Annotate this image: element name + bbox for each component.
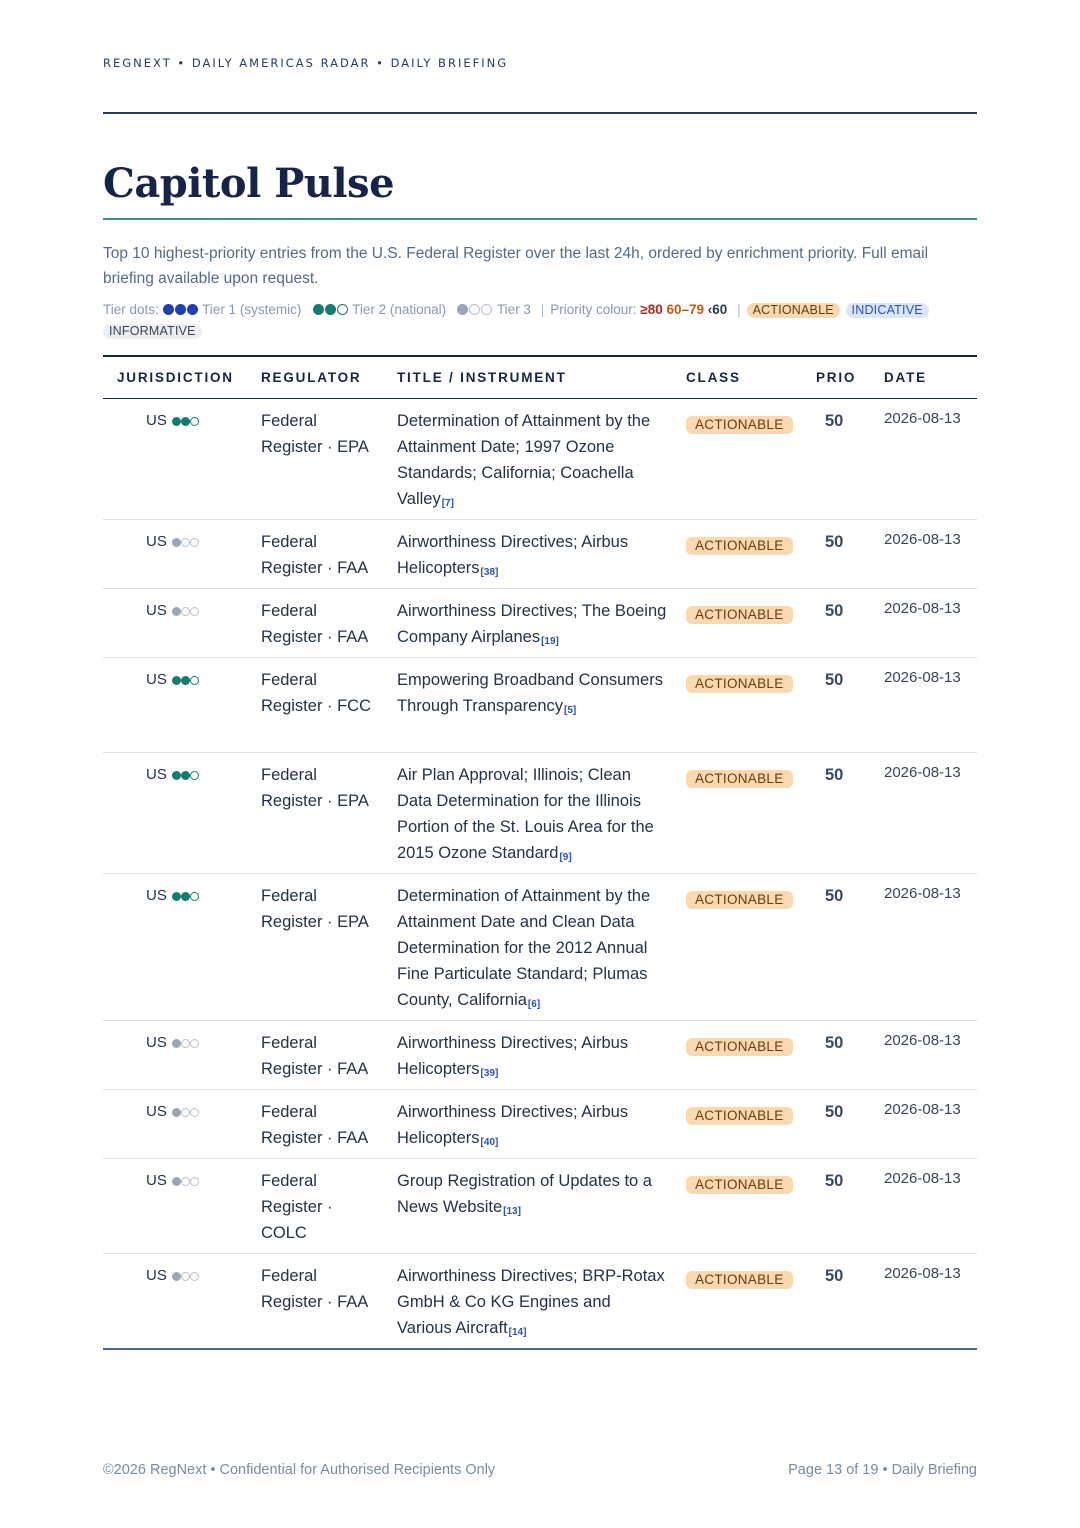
reference-link[interactable]: [6] [527,999,541,1010]
regulator-cell: Federal Register · EPA [261,887,369,931]
legend [103,299,977,341]
tier-dots-icon [172,598,199,624]
instrument-title: Airworthiness Directives; Airbus Helicopters [397,1103,629,1147]
priority-value: 50 [825,671,844,689]
date-cell: 2026-08-13 [884,1170,961,1187]
legend-prefix: Tier dots: [103,302,159,317]
title-cell [397,762,667,871]
title-cell [397,408,667,517]
instrument-title: Air Plan Approval; Illinois; Clean Data Determination for the Illinois Portion of the St. Louis Area for the 2015 Ozone Standard [397,766,654,862]
legend-priority-mid: 60–79 [666,302,705,317]
regulator-cell: Federal Register · FAA [261,1103,369,1147]
footer-copyright: ©2026 RegNext • Confidential for Authorised Recipients Only [103,1462,496,1478]
regulator-cell: Federal Register · FAA [261,533,369,577]
class-cell [686,1171,793,1197]
jurisdiction-cell [146,598,246,624]
reference-link[interactable]: [38] [480,567,499,578]
legend-priority-low: ‹60 [707,302,728,317]
class-cell [686,532,793,558]
reference-link[interactable]: [7] [441,498,454,509]
priority-value: 50 [825,1103,844,1121]
footer-page-info: Page 13 of 19 • Daily Briefing [788,1462,977,1478]
date-cell: 2026-08-13 [884,600,961,617]
date-cell: 2026-08-13 [884,1265,961,1282]
title-cell [397,1263,667,1346]
class-badge: ACTIONABLE [686,675,793,693]
class-cell [686,601,793,627]
instrument-title: Determination of Attainment by the Attainment Date; 1997 Ozone Standards; California; Coachella Valley [397,412,651,508]
title-cell [397,598,667,655]
legend-priority-high: ≥80 [640,302,663,317]
table-row[interactable] [103,589,977,658]
instrument-title: Airworthiness Directives; Airbus Helicopters [397,1034,629,1078]
class-cell [686,670,793,696]
table-row[interactable] [103,658,977,753]
jurisdiction-cell [146,1030,246,1056]
priority-value: 50 [825,766,844,784]
legend-chip-actionable: ACTIONABLE [747,303,840,318]
header-divider [103,112,977,114]
jurisdiction-code: US [146,1267,167,1284]
instrument-title: Determination of Attainment by the Attainment Date and Clean Data Determination for the 2012 Annual Fine Particulate Standard; Plumas County, California [397,887,651,1009]
jurisdiction-code: US [146,533,167,550]
date-cell: 2026-08-13 [884,885,961,902]
table-body [103,399,977,1350]
title-cell [397,667,667,724]
jurisdiction-code: US [146,766,167,783]
jurisdiction-code: US [146,1172,167,1189]
class-badge: ACTIONABLE [686,891,793,909]
priority-value: 50 [825,412,844,430]
jurisdiction-cell [146,1099,246,1125]
legend-separator: | [737,302,741,317]
instrument-title: Group Registration of Updates to a News Website [397,1172,652,1216]
legend-priority-label: Priority colour: [550,302,637,317]
tier-dots-icon [172,667,199,693]
tier-dots-icon [172,762,199,788]
regulator-cell: Federal Register · COLC [261,1172,333,1242]
reference-link[interactable]: [14] [508,1327,527,1338]
tier3-dots-icon [457,302,493,317]
title-divider [103,218,977,220]
class-badge: ACTIONABLE [686,1107,793,1125]
priority-value: 50 [825,1034,844,1052]
class-cell [686,765,793,791]
tier-dots-icon [172,1168,199,1194]
date-cell: 2026-08-13 [884,531,961,548]
date-cell: 2026-08-13 [884,669,961,686]
jurisdiction-cell [146,883,246,909]
jurisdiction-cell [146,762,246,788]
reference-link[interactable]: [5] [564,705,577,716]
class-badge: ACTIONABLE [686,1038,793,1056]
regulator-cell: Federal Register · FCC [261,671,372,715]
table-row[interactable] [103,874,977,1021]
class-badge: ACTIONABLE [686,1176,793,1194]
title-cell [397,883,667,1018]
jurisdiction-code: US [146,671,167,688]
title-cell [397,529,667,586]
class-badge: ACTIONABLE [686,606,793,624]
class-cell [686,411,793,437]
jurisdiction-code: US [146,602,167,619]
instrument-title: Airworthiness Directives; The Boeing Company Airplanes [397,602,667,646]
col-date: DATE [884,370,927,385]
class-cell [686,1033,793,1059]
class-badge: ACTIONABLE [686,770,793,788]
jurisdiction-cell [146,1168,246,1194]
date-cell: 2026-08-13 [884,410,961,427]
priority-value: 50 [825,533,844,551]
col-jurisdiction: JURISDICTION [117,370,234,385]
breadcrumb: REGNEXT • DAILY AMERICAS RADAR • DAILY BRIEFING [103,56,509,70]
page-title: Capitol Pulse [103,160,395,207]
legend-chip-indicative: INDICATIVE [846,303,929,318]
date-cell: 2026-08-13 [884,764,961,781]
date-cell: 2026-08-13 [884,1101,961,1118]
reference-link[interactable]: [40] [480,1137,499,1148]
tier-dots-icon [172,408,199,434]
regulator-cell: Federal Register · EPA [261,766,369,810]
reference-link[interactable]: [39] [480,1068,499,1079]
legend-tier1: Tier 1 (systemic) [202,302,302,317]
priority-value: 50 [825,887,844,905]
reference-link[interactable]: [13] [503,1206,521,1217]
instrument-title: Airworthiness Directives; BRP-Rotax GmbH & Co KG Engines and Various Aircraft [397,1267,665,1337]
class-cell [686,886,793,912]
title-cell [397,1168,667,1225]
table-row[interactable] [103,399,977,520]
table-row[interactable] [103,1254,977,1350]
reference-link[interactable]: [9] [559,852,572,863]
col-prio: PRIO [816,370,857,385]
tier-dots-icon [172,883,199,909]
date-cell: 2026-08-13 [884,1032,961,1049]
jurisdiction-cell [146,408,246,434]
priority-value: 50 [825,1267,844,1285]
regulator-cell: Federal Register · FAA [261,602,369,646]
jurisdiction-code: US [146,887,167,904]
class-badge: ACTIONABLE [686,537,793,555]
class-cell [686,1102,793,1128]
legend-tier3: Tier 3 [496,302,531,317]
table-row[interactable] [103,1090,977,1159]
priority-value: 50 [825,602,844,620]
tier-dots-icon [172,1030,199,1056]
title-cell [397,1030,667,1087]
regulator-cell: Federal Register · EPA [261,412,369,456]
priority-value: 50 [825,1172,844,1190]
reference-link[interactable]: [19] [541,636,559,647]
table-row[interactable] [103,1021,977,1090]
jurisdiction-cell [146,1263,246,1289]
tier2-dots-icon [313,302,349,317]
col-class: CLASS [686,370,741,385]
class-badge: ACTIONABLE [686,416,793,434]
class-badge: ACTIONABLE [686,1271,793,1289]
table-row[interactable] [103,520,977,589]
instrument-title: Airworthiness Directives; Airbus Helicopters [397,533,629,577]
regulator-cell: Federal Register · FAA [261,1034,369,1078]
legend-tier2: Tier 2 (national) [352,302,447,317]
title-cell [397,1099,667,1156]
jurisdiction-code: US [146,412,167,429]
regulator-cell: Federal Register · FAA [261,1267,369,1311]
table-header [103,357,977,399]
tier-dots-icon [172,1263,199,1289]
intro-text: Top 10 highest-priority entries from the U.S. Federal Register over the last 24h, ordered by enrichment priority. Full email briefing available upon request. [103,245,929,287]
col-regulator: REGULATOR [261,370,362,385]
jurisdiction-cell [146,529,246,555]
tier-dots-icon [172,529,199,555]
legend-chip-informative: INFORMATIVE [103,324,202,339]
jurisdiction-cell [146,667,246,693]
col-title: TITLE / INSTRUMENT [397,370,567,385]
class-cell [686,1266,793,1292]
table-row[interactable] [103,1159,977,1254]
table-row[interactable] [103,753,977,874]
tier-dots-icon [172,1099,199,1125]
legend-separator: | [540,302,545,317]
instrument-title: Empowering Broadband Consumers Through Transparency [397,671,663,715]
jurisdiction-code: US [146,1034,167,1051]
jurisdiction-code: US [146,1103,167,1120]
tier1-dots-icon [163,302,199,317]
